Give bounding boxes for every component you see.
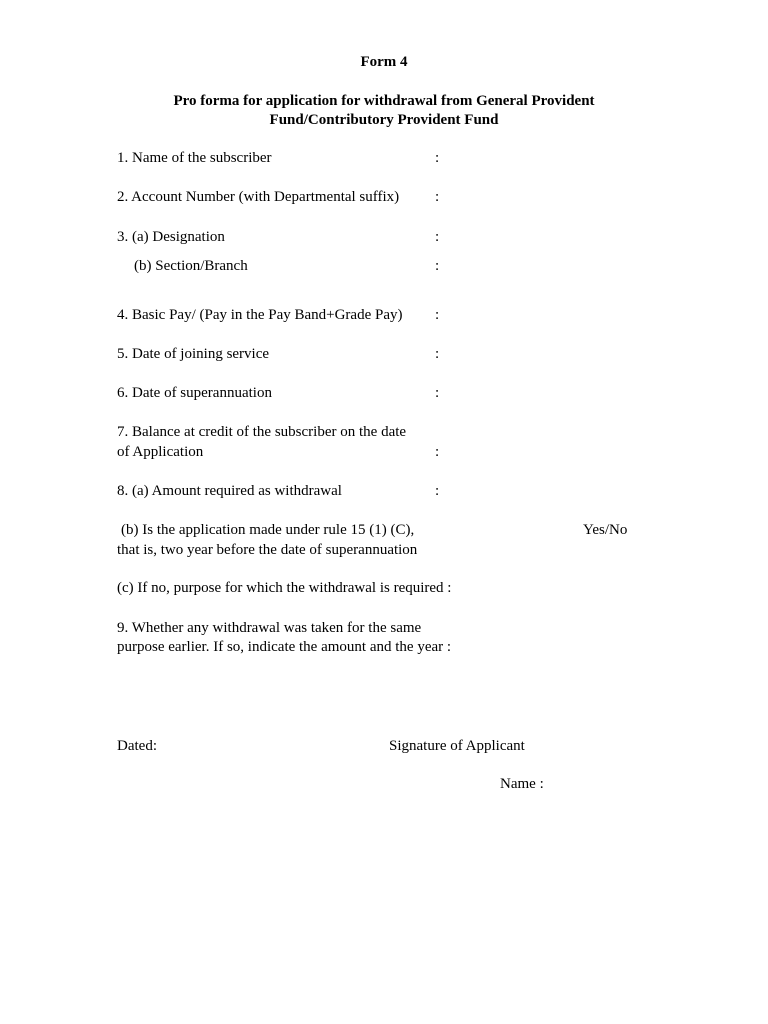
colon-section-branch: : bbox=[435, 258, 440, 274]
field-label-section-branch: (b) Section/Branch bbox=[134, 258, 248, 274]
signature-label: Signature of Applicant bbox=[389, 738, 525, 754]
field-label-previous-withdrawal-line1: 9. Whether any withdrawal was taken for the same bbox=[117, 620, 422, 636]
field-label-account-number: 2. Account Number (with Departmental suffix) bbox=[117, 189, 400, 205]
field-label-basic-pay: 4. Basic Pay/ (Pay in the Pay Band+Grade Pay) bbox=[117, 307, 403, 323]
form-number: Form 4 bbox=[360, 54, 408, 70]
field-label-date-of-joining: 5. Date of joining service bbox=[117, 346, 270, 362]
colon-date-of-joining: : bbox=[435, 346, 440, 362]
field-label-balance-line2: of Application bbox=[117, 444, 204, 460]
form-title-line2: Fund/Contributory Provident Fund bbox=[269, 112, 499, 128]
colon-basic-pay: : bbox=[435, 307, 440, 323]
field-label-purpose: (c) If no, purpose for which the withdrawal is required : bbox=[117, 580, 452, 596]
colon-subscriber-name: : bbox=[435, 150, 440, 166]
form-title-line1: Pro forma for application for withdrawal from General Provident bbox=[173, 93, 595, 109]
colon-balance: : bbox=[435, 444, 440, 460]
colon-account-number: : bbox=[435, 189, 440, 205]
name-label: Name : bbox=[500, 776, 544, 792]
field-label-rule15-line2: that is, two year before the date of superannuation bbox=[117, 542, 418, 558]
colon-date-of-superannuation: : bbox=[435, 385, 440, 401]
field-label-subscriber-name: 1. Name of the subscriber bbox=[117, 150, 272, 166]
field-value-yes-no: Yes/No bbox=[583, 522, 628, 538]
field-label-previous-withdrawal-line2: purpose earlier. If so, indicate the amount and the year : bbox=[117, 639, 452, 655]
dated-label: Dated: bbox=[117, 738, 157, 754]
field-label-date-of-superannuation: 6. Date of superannuation bbox=[117, 385, 272, 401]
field-label-rule15-line1: (b) Is the application made under rule 15 (1) (C), bbox=[121, 522, 415, 538]
colon-amount-required: : bbox=[435, 483, 440, 499]
colon-designation: : bbox=[435, 229, 440, 245]
field-label-balance-line1: 7. Balance at credit of the subscriber on the date bbox=[117, 424, 407, 440]
field-label-amount-required: 8. (a) Amount required as withdrawal bbox=[117, 483, 342, 499]
field-label-designation: 3. (a) Designation bbox=[117, 229, 225, 245]
